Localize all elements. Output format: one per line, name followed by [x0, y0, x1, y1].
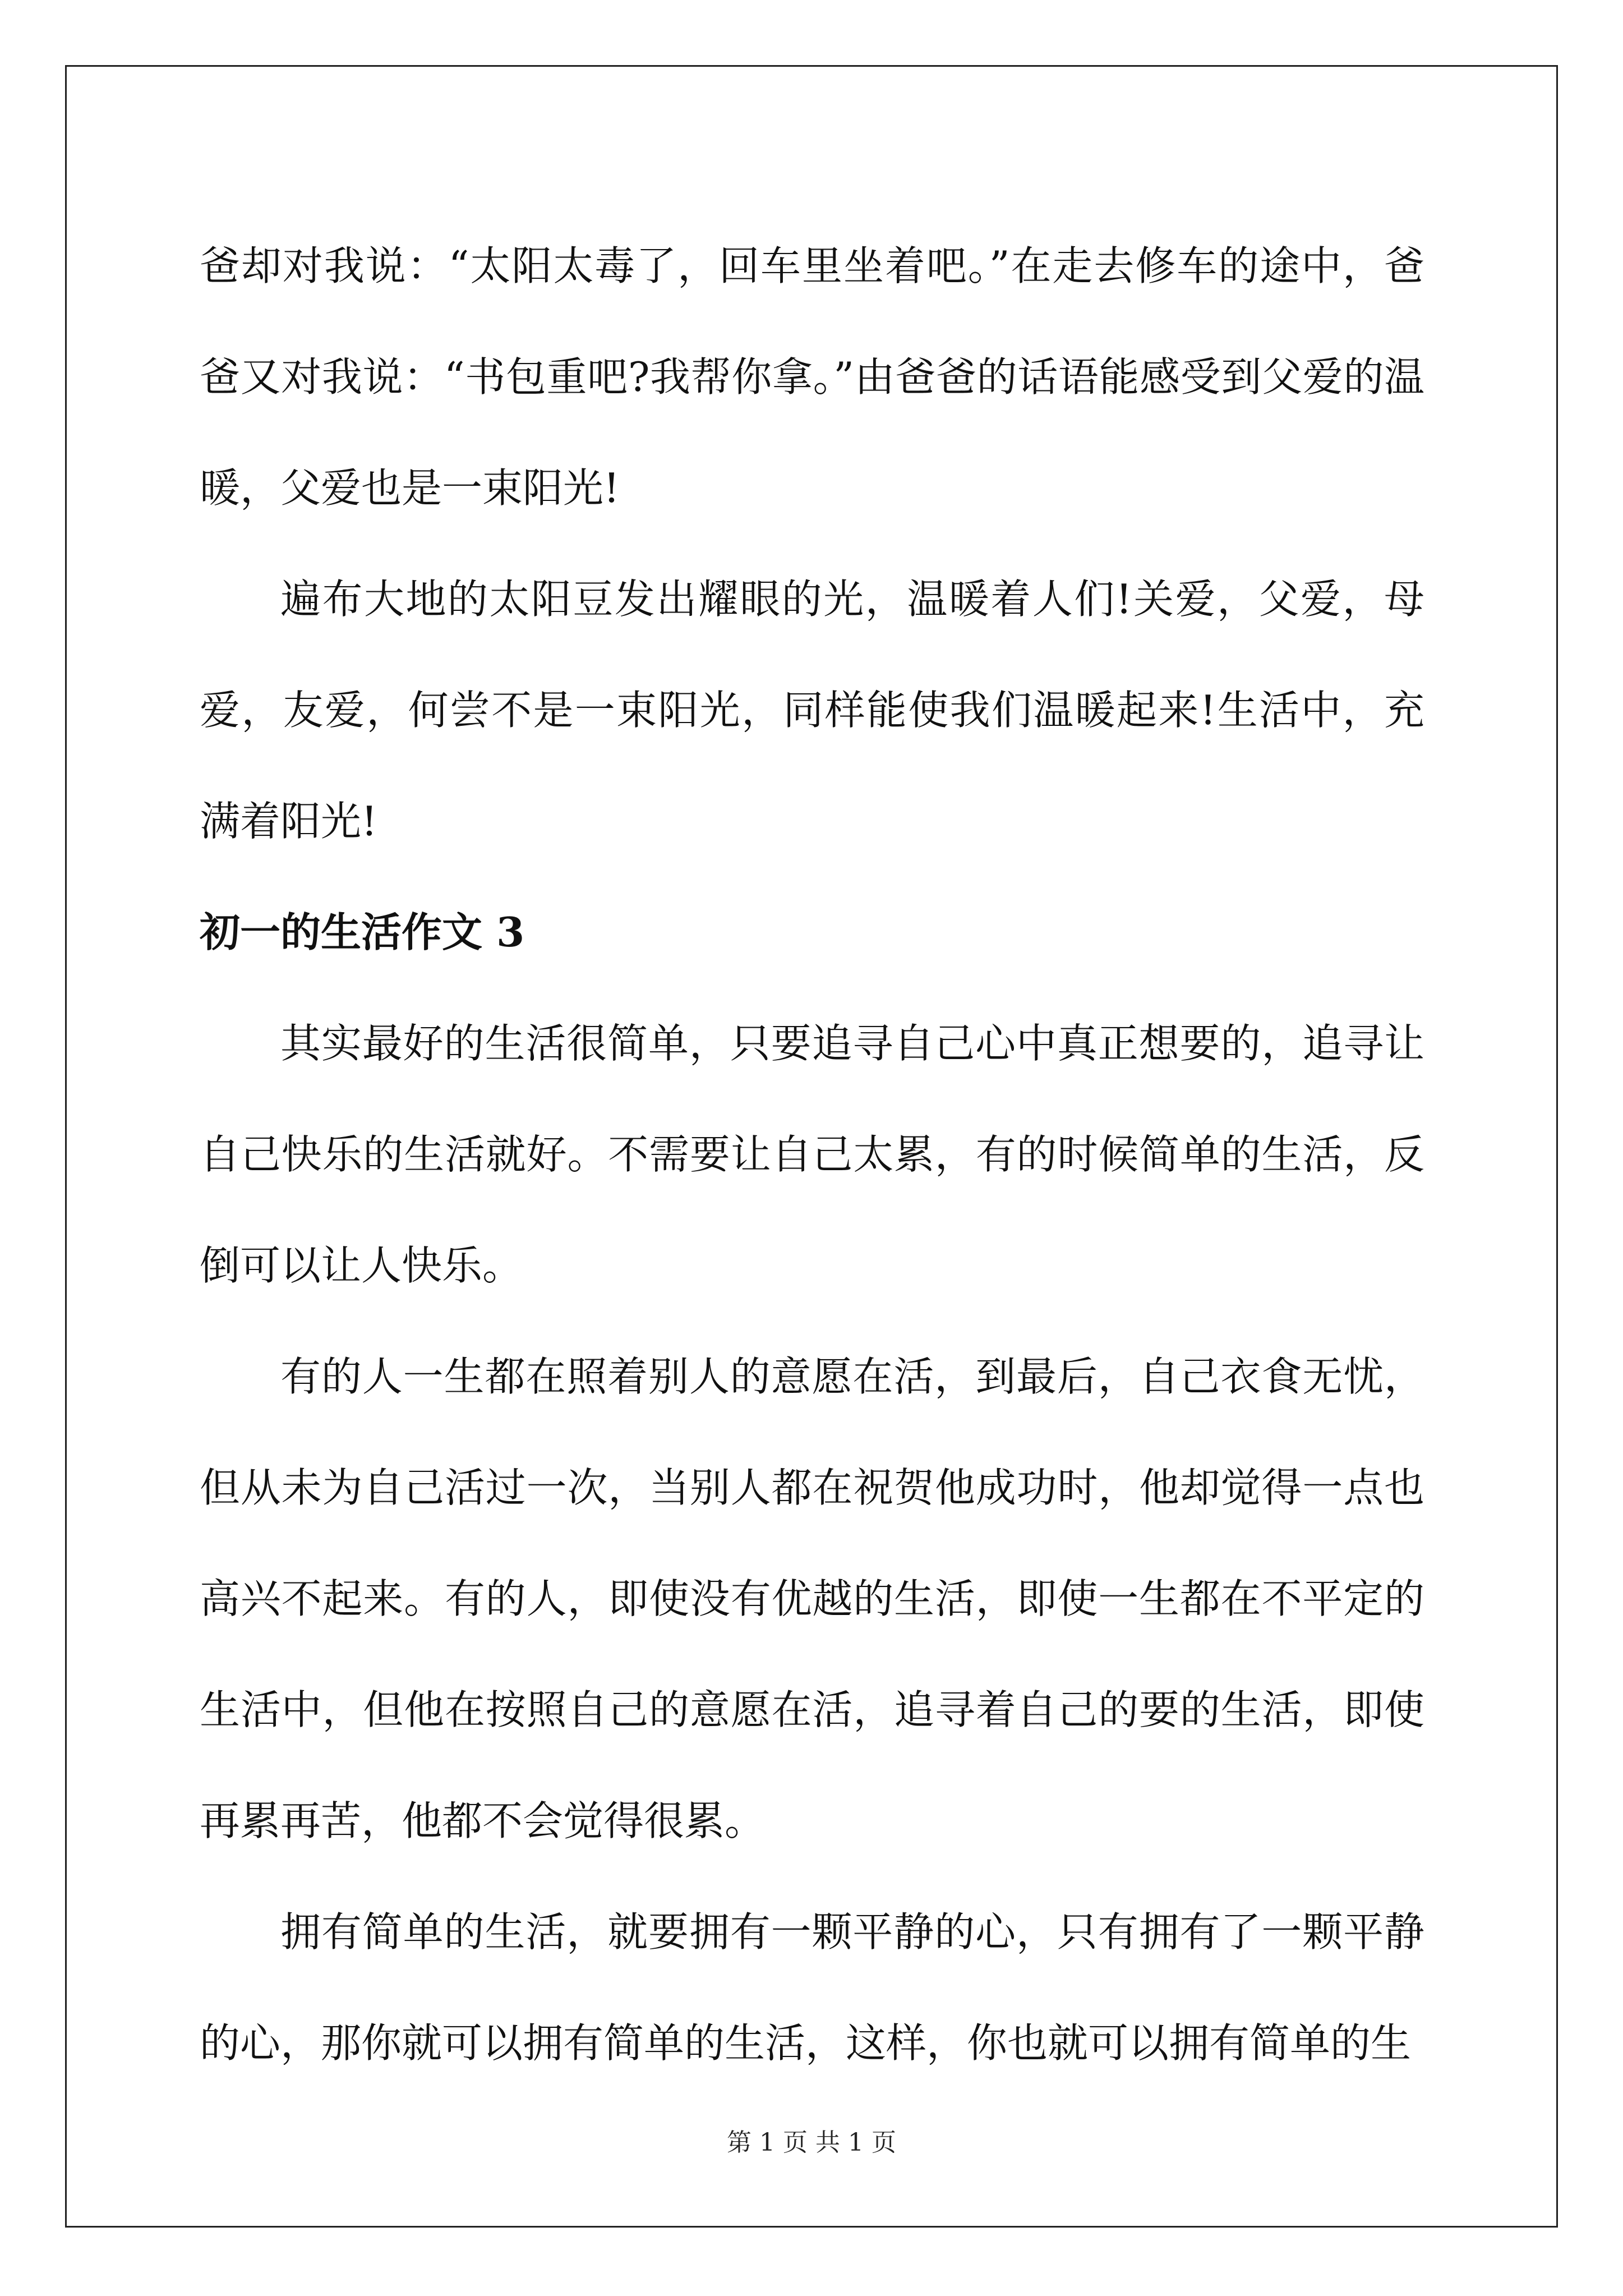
- paragraph-4: 有的人一生都在照着别人的意愿在活，到最后，自己衣食无忧，但从未为自己活过一次，当别人都在祝贺他成功时，他却觉得一点也高兴不起来。有的人，即使没有优越的生活，即使一生都在不平定的生活中，但他在按照自己的意愿在活，追寻着自己的要的生活，即使再累再苦，他都不会觉得很累。: [200, 1353, 1424, 1844]
- paragraph-5: 拥有简单的生活，就要拥有一颗平静的心，只有拥有了一颗平静的心，那你就可以拥有简单的生活，这样，你也就可以拥有简单的生: [200, 1908, 1424, 2067]
- section-title: 初一的生活作文 3: [200, 908, 525, 956]
- paragraph-3: 其实最好的生活很简单，只要追寻自己心中真正想要的，追寻让自己快乐的生活就好。不需要让自己太累，有的时候简单的生活，反倒可以让人快乐。: [200, 1020, 1424, 1289]
- document-body: [200, 210, 1424, 2099]
- paragraph-1: 爸却对我说：“太阳太毒了，回车里坐着吧。”在走去修车的途中，爸爸又对我说：“书包重吧?我帮你拿。”由爸爸的话语能感受到父爱的温暖，父爱也是一束阳光!: [200, 242, 1424, 512]
- paragraph-2: 遍布大地的太阳豆发出耀眼的光，温暖着人们!关爱，父爱，母爱，友爱，何尝不是一束阳光，同样能使我们温暖起来!生活中，充满着阳光!: [200, 576, 1424, 845]
- page-footer: 第 1 页 共 1 页: [727, 2128, 896, 2157]
